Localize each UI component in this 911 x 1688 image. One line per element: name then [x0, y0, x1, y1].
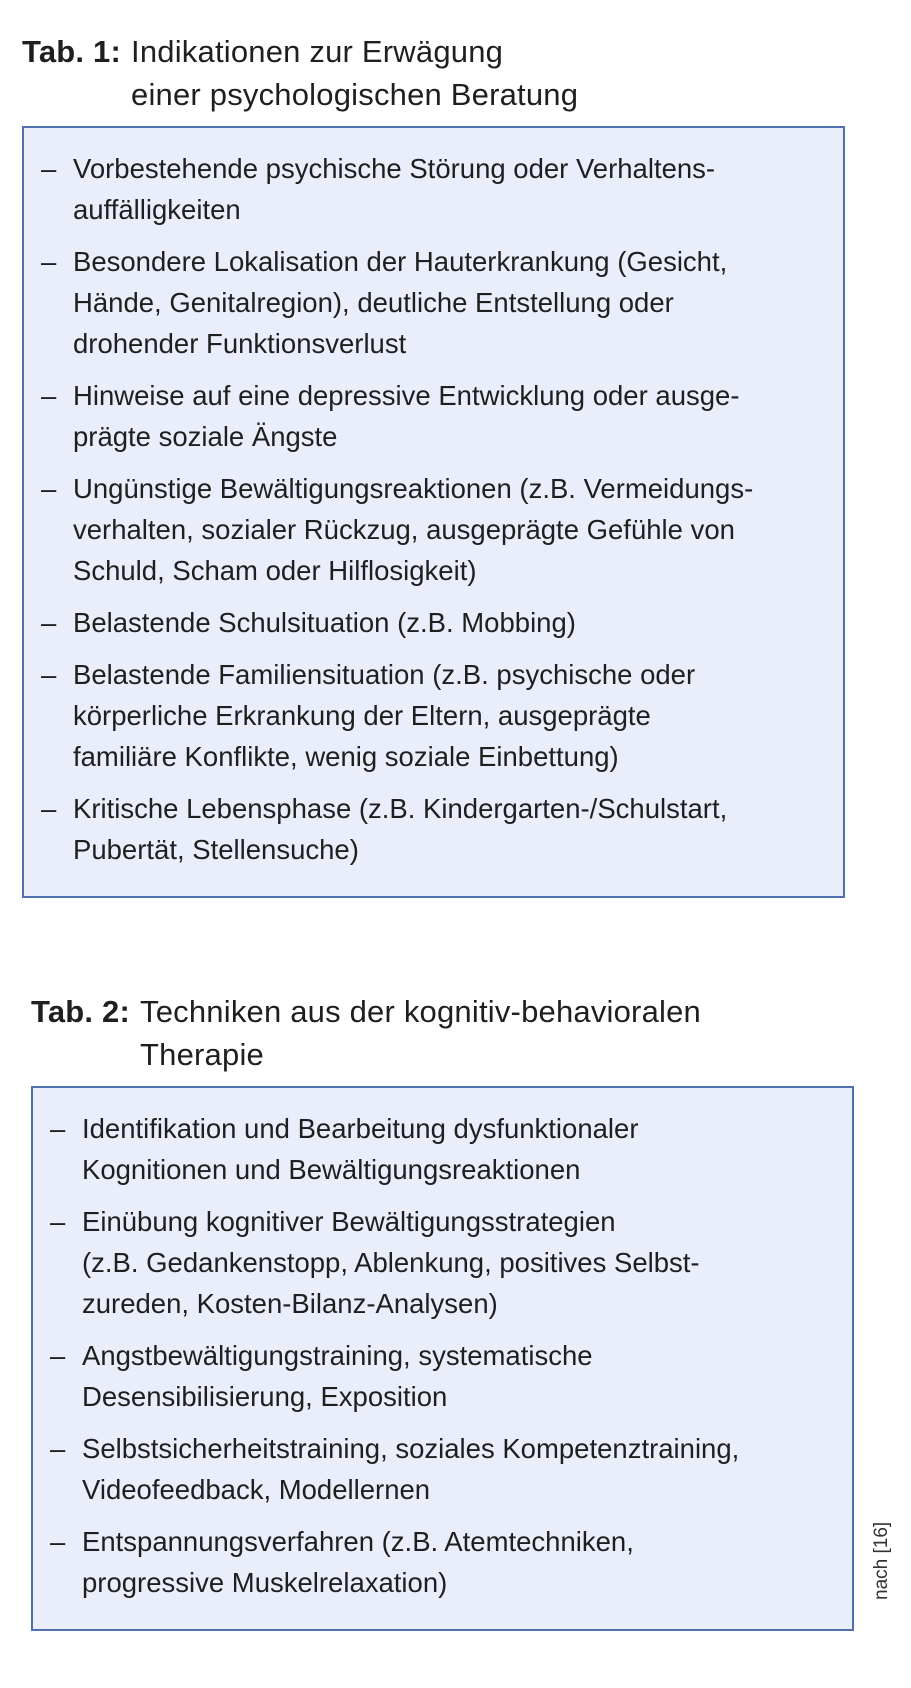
table-1-title: [131, 30, 578, 116]
text-line: Pubertät, Stellensuche): [73, 834, 359, 865]
table-2-caption: [31, 990, 851, 1076]
bullet-dash: –: [41, 607, 57, 638]
list-item-text: [73, 468, 753, 591]
text-line: Belastende Familiensituation (z.B. psychische oder: [73, 659, 696, 690]
text-line: Vorbestehende psychische Störung oder Verhaltens-: [73, 153, 716, 184]
text-line: (z.B. Gedankenstopp, Ablenkung, positives Selbst-: [82, 1247, 700, 1278]
bullet-dash: –: [41, 473, 57, 504]
text-line: Entspannungsverfahren (z.B. Atemtechniken,: [82, 1526, 634, 1557]
list-item-text: [82, 1428, 739, 1510]
table-2-title-line: Therapie: [140, 1037, 264, 1072]
list-item: [38, 602, 823, 643]
table-1: [22, 30, 842, 898]
bullet-dash: –: [50, 1526, 66, 1557]
text-line: Angstbewältigungstraining, systematische: [82, 1340, 593, 1371]
table-1-title-line: einer psychologischen Beratung: [131, 77, 579, 112]
list-item-text: [82, 1201, 700, 1324]
bullet-dash: –: [41, 793, 57, 824]
text-line: Desensibilisierung, Exposition: [82, 1381, 448, 1412]
table-2-title: [140, 990, 701, 1076]
text-line: auffälligkeiten: [73, 194, 241, 225]
list-item: [47, 1521, 832, 1603]
list-item-text: [82, 1521, 634, 1603]
text-line: Selbstsicherheitstraining, soziales Kompetenztraining,: [82, 1433, 740, 1464]
list-item-text: [73, 241, 727, 364]
table-1-caption: [22, 30, 842, 116]
text-line: Kritische Lebensphase (z.B. Kindergarten-/Schulstart,: [73, 793, 728, 824]
table-2-title-line: Techniken aus der kognitiv-behavioralen: [140, 994, 701, 1029]
bullet-dash: –: [50, 1433, 66, 1464]
list-item-text: [73, 788, 727, 870]
text-line: familiäre Konflikte, wenig soziale Einbettung): [73, 741, 619, 772]
list-item-text: [73, 375, 740, 457]
list-item-text: [73, 654, 695, 777]
bullet-dash: –: [41, 380, 57, 411]
list-item: [38, 654, 823, 777]
table-2-label: Tab. 2:: [31, 994, 131, 1029]
text-line: verhalten, sozialer Rückzug, ausgeprägte Gefühle von: [73, 514, 735, 545]
text-line: prägte soziale Ängste: [73, 421, 338, 452]
text-line: Identifikation und Bearbeitung dysfunktionaler: [82, 1113, 639, 1144]
text-line: Kognitionen und Bewältigungsreaktionen: [82, 1154, 581, 1185]
list-item: [38, 241, 823, 364]
table-2-box: [31, 1086, 854, 1631]
text-line: Belastende Schulsituation (z.B. Mobbing): [73, 607, 576, 638]
bullet-dash: –: [50, 1113, 66, 1144]
text-line: Videofeedback, Modellernen: [82, 1474, 431, 1505]
list-item: [47, 1335, 832, 1417]
text-line: Hände, Genitalregion), deutliche Entstellung oder: [73, 287, 674, 318]
list-item-text: [73, 148, 715, 230]
text-line: drohender Funktionsverlust: [73, 328, 407, 359]
table-1-title-line: Indikationen zur Erwägung: [131, 34, 504, 69]
list-item: [38, 468, 823, 591]
list-item-text: [82, 1335, 593, 1417]
text-line: Besondere Lokalisation der Hauterkrankung (Gesicht,: [73, 246, 728, 277]
list-item: [47, 1201, 832, 1324]
bullet-dash: –: [41, 659, 57, 690]
bullet-dash: –: [41, 153, 57, 184]
text-line: Schuld, Scham oder Hilflosigkeit): [73, 555, 477, 586]
list-item: [38, 788, 823, 870]
source-note-text: nach [16]: [871, 1521, 892, 1600]
text-line: zureden, Kosten-Bilanz-Analysen): [82, 1288, 498, 1319]
list-item: [38, 375, 823, 457]
list-item: [38, 148, 823, 230]
list-item-text: [82, 1108, 639, 1190]
text-line: Einübung kognitiver Bewältigungsstrategien: [82, 1206, 616, 1237]
text-line: progressive Muskelrelaxation): [82, 1567, 448, 1598]
bullet-dash: –: [50, 1206, 66, 1237]
list-item: [47, 1428, 832, 1510]
text-line: Hinweise auf eine depressive Entwicklung oder ausge-: [73, 380, 740, 411]
bullet-dash: –: [50, 1340, 66, 1371]
list-item: [47, 1108, 832, 1190]
text-line: körperliche Erkrankung der Eltern, ausgeprägte: [73, 700, 651, 731]
table-2: [31, 990, 851, 1631]
table-1-label: Tab. 1:: [22, 34, 122, 69]
text-line: Ungünstige Bewältigungsreaktionen (z.B. Vermeidungs-: [73, 473, 754, 504]
source-note: [868, 1500, 898, 1600]
bullet-dash: –: [41, 246, 57, 277]
list-item-text: [73, 602, 576, 643]
table-1-box: [22, 126, 845, 898]
